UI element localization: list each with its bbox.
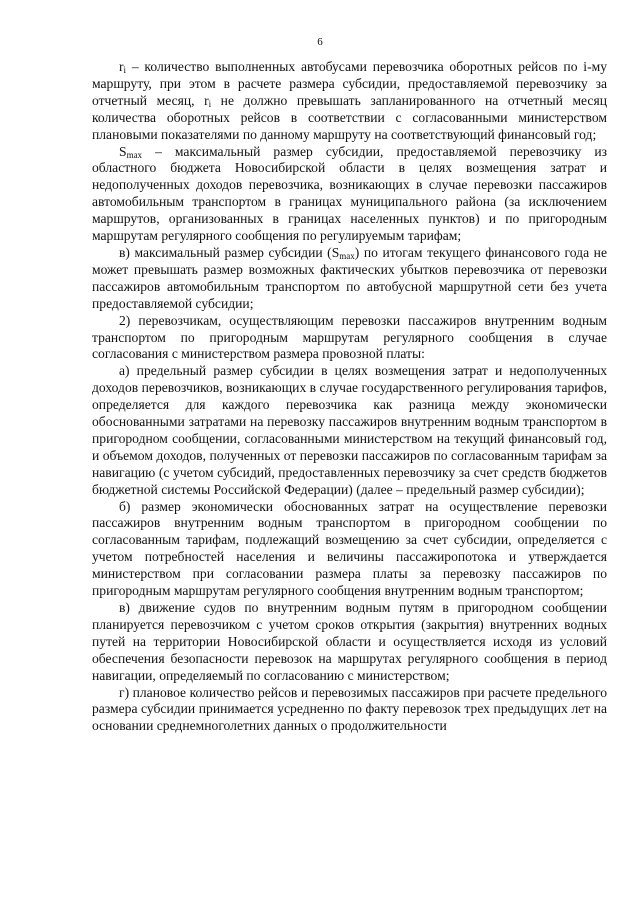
paragraph-item-v1-tail: ) по итогам текущего финансового года не может превышать размер возможных фактических убытков перевозчика от перевозки пассажиров автомобильным транспортом по автобусной маршрутной сети без учета предоставляемой субсидии; [92,244,607,311]
symbol-r-subscript: i [123,65,127,75]
paragraph-r-i [92,59,607,144]
paragraph-s-max-text: – максимальный размер субсидии, предоставляемой перевозчику из областного бюджета Новосибирской области в целях возмещения затрат и недополученных доходов перевозчика, возникающих в случае перевозки пассажиров автомобильным транспортом в границах муниципального района (за исключением маршрутов, организованных в границах населенных пунктов) и по пригородным маршрутам регулярного сообщения по регулируемым тарифам; [92,143,607,244]
inline-r-subscript: i [208,98,212,109]
inline-s-subscript: max [339,250,355,261]
symbol-r: r [119,59,124,74]
paragraph-r-i-tail: не должно превышать запланированного на отчетный месяц количества оборотных рейсов в соответствии с согласованными министерством плановыми показателями по данному маршруту на соответствующий финансовый год; [92,92,607,142]
document-body [92,59,607,735]
page-number: 6 [317,36,323,48]
paragraph-item-2: 2) перевозчикам, осуществляющим перевозки пассажиров внутренним водным транспортом по пригородным маршрутам регулярного сообщения в случае согласования с министерством размера провозной платы: [92,312,607,362]
symbol-s-subscript: max [126,149,143,160]
paragraph-item-2b: б) размер экономически обоснованных затрат на осуществление перевозки пассажиров внутренним водным транспортом в пригородном сообщении по согласованным тарифам, подлежащий возмещению за счет субсидии, определяется с учетом потребностей населения и величины пассажиропотока и утверждается министерством при согласовании размера платы за перевозку пассажиров по пригородным маршрутам регулярного сообщения внутренним водным транспортом; [92,498,607,599]
paragraph-item-v1 [92,245,607,313]
paragraph-item-2a: а) предельный размер субсидии в целях возмещения затрат и недополученных доходов перевозчиков, возникающих в случае государственного регулирования тарифов, определяется для каждого перевозчика как разница между экономически обоснованными затратами на перевозку пассажиров внутренним водным транспортом в пригородном сообщении, согласованными министерством на текущий финансовый год, и объемом доходов, полученных от перевозки пассажиров по согласованным тарифам за навигацию (с учетом субсидий, предоставленных перевозчику за счет средств бюджетов бюджетной системы Российской Федерации) (далее – предельный размер субсидии); [92,363,607,497]
paragraph-item-2g: г) плановое количество рейсов и перевозимых пассажиров при расчете предельного размера субсидии принимается усредненно по факту перевозок трех предыдущих лет на основании среднемноголетних данных о продолжительности [92,684,607,734]
paragraph-r-i-text: – количество выполненных автобусами перевозчика оборотных рейсов по i-му маршруту, при этом в расчете размера субсидии, предоставляемой перевозчику за отчетный месяц, r [92,59,607,108]
symbol-s: S [119,143,127,159]
paragraph-item-v1-text: в) максимальный размер субсидии (S [119,244,340,260]
paragraph-item-2v: в) движение судов по внутренним водным путям в пригородном сообщении планируется перевозчиком с учетом сроков открытия (закрытия) внутренних водных путей на территории Новосибирской области и осуществляется исходя из условий обеспечения безопасности перевозок на маршрутах регулярного сообщения в период навигации, определяемый по согласованию с министерством; [92,600,607,683]
paragraph-s-max [92,144,607,245]
